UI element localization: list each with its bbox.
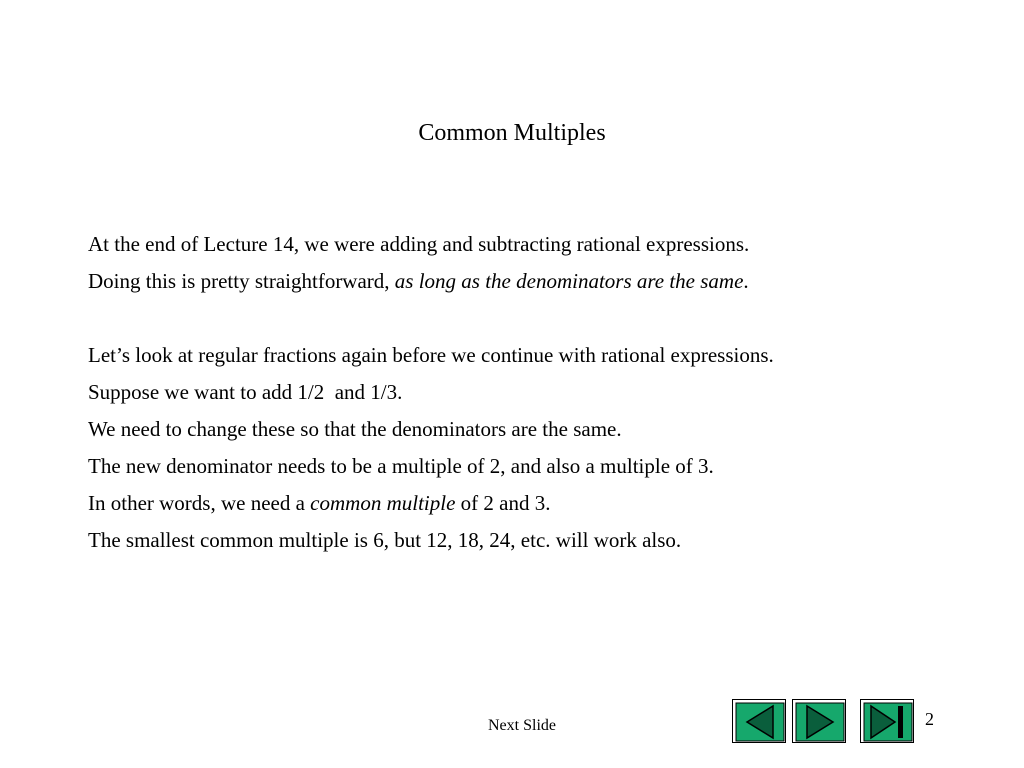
slide-title: Common Multiples xyxy=(418,120,606,146)
body-text: of 2 and 3. xyxy=(455,491,551,515)
emphasis-text: common multiple xyxy=(310,491,456,515)
body-line xyxy=(88,485,988,522)
body-text: Doing this is pretty straightforward, xyxy=(88,269,395,293)
body-text: . xyxy=(743,269,749,293)
next-slide-link[interactable]: Next Slide xyxy=(488,717,556,734)
emphasis-text: as long as the denominators are the same xyxy=(394,269,744,293)
body-line xyxy=(88,263,988,300)
next-slide-button[interactable] xyxy=(792,699,846,743)
last-slide-icon xyxy=(861,700,915,744)
body-line: Suppose we want to add 1/2 and 1/3. xyxy=(88,380,403,404)
last-slide-button[interactable] xyxy=(860,699,914,743)
paragraph-gap xyxy=(88,300,988,337)
body-line: The new denominator needs to be a multiple of 2, and also a multiple of 3. xyxy=(88,454,714,478)
page-number: 2 xyxy=(925,709,934,729)
body-line: Let’s look at regular fractions again before we continue with rational expressions. xyxy=(88,343,774,367)
body-line: At the end of Lecture 14, we were adding and subtracting rational expressions. xyxy=(88,232,750,256)
previous-slide-icon xyxy=(733,700,787,744)
body-line: The smallest common multiple is 6, but 12, 18, 24, etc. will work also. xyxy=(88,528,682,552)
previous-slide-button[interactable] xyxy=(732,699,786,743)
slide-body xyxy=(88,226,988,559)
next-slide-icon xyxy=(793,700,847,744)
body-line: We need to change these so that the denominators are the same. xyxy=(88,417,622,441)
body-text: In other words, we need a xyxy=(88,491,311,515)
